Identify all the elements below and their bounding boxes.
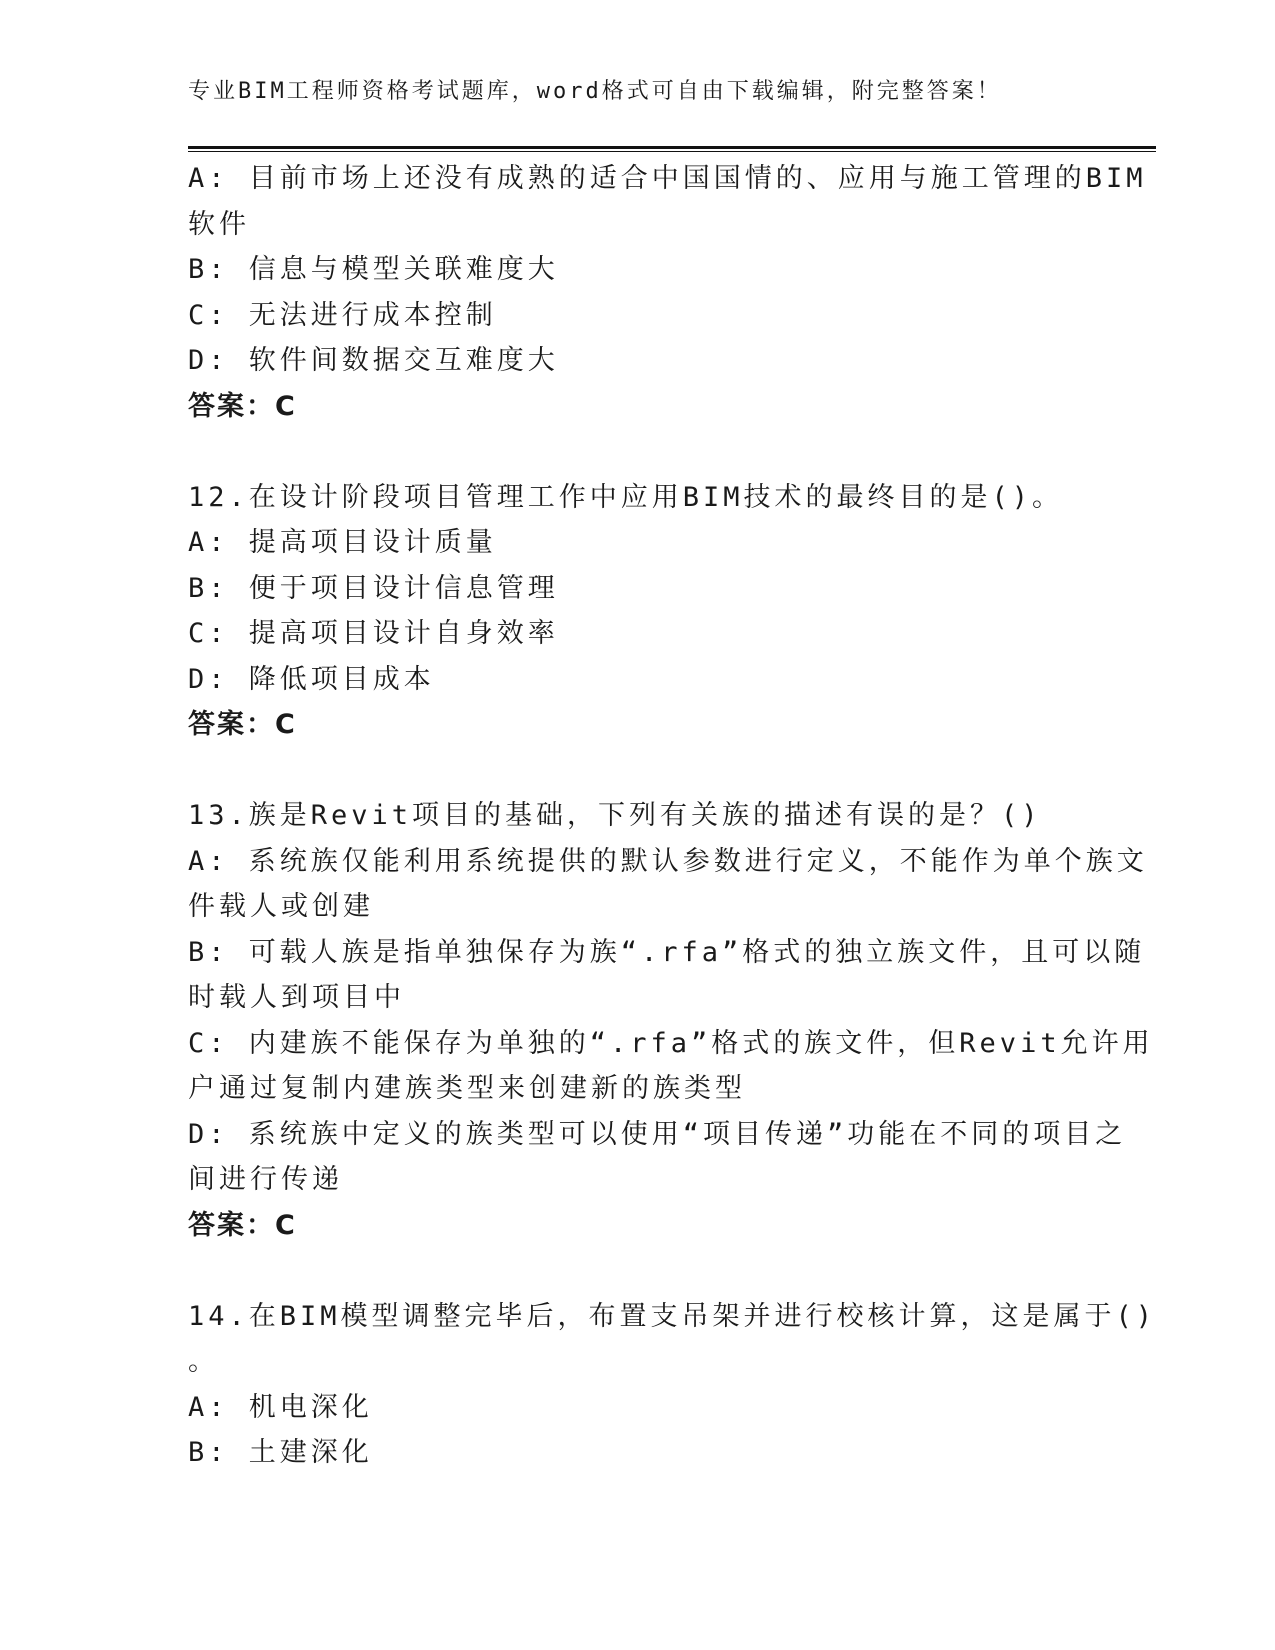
question-text-line-1: 14.在BIM模型调整完毕后，布置支吊架并进行校核计算，这是属于()	[188, 1300, 1157, 1332]
question-text-line-2: 。	[188, 1346, 219, 1377]
answer: 答案：C	[188, 390, 297, 422]
option-d: D: 软件间数据交互难度大	[188, 345, 559, 376]
spacer	[188, 748, 1088, 794]
option-d-line-2: 间进行传递	[188, 1164, 343, 1195]
option-a-line-2: 软件	[188, 208, 250, 240]
option-b: B: 信息与模型关联难度大	[188, 254, 559, 285]
question-text: 12.在设计阶段项目管理工作中应用BIM技术的最终目的是()。	[188, 481, 1064, 513]
option-c-line-2: 户通过复制内建族类型来创建新的族类型	[188, 1073, 746, 1104]
question-13	[188, 793, 1154, 1248]
answer: 答案：C	[188, 709, 297, 740]
option-a-line-2: 件载人或创建	[188, 891, 374, 922]
question-12	[188, 475, 1088, 748]
spacer	[188, 429, 1088, 475]
option-c: C: 提高项目设计自身效率	[188, 618, 559, 649]
option-a: A: 提高项目设计质量	[188, 527, 497, 558]
answer: 答案：C	[188, 1209, 297, 1241]
option-a-line-1: A: 系统族仅能利用系统提供的默认参数进行定义，不能作为单个族文	[188, 845, 1148, 877]
page-header: 专业BIM工程师资格考试题库，word格式可自由下载编辑，附完整答案！	[188, 79, 1002, 104]
question-text: 13.族是Revit项目的基础，下列有关族的描述有误的是？()	[188, 800, 1042, 831]
spacer	[188, 1248, 1088, 1294]
question-11-tail	[188, 156, 1147, 429]
option-b-line-2: 时载人到项目中	[188, 982, 405, 1013]
question-content	[188, 156, 1157, 1476]
option-a: A: 机电深化	[188, 1391, 373, 1423]
header-divider	[188, 146, 1156, 152]
option-a-line-1: A: 目前市场上还没有成熟的适合中国国情的、应用与施工管理的BIM	[188, 163, 1147, 194]
option-b: B: 土建深化	[188, 1437, 373, 1468]
option-d-line-1: D: 系统族中定义的族类型可以使用“项目传递”功能在不同的项目之	[188, 1118, 1127, 1150]
option-c: C: 无法进行成本控制	[188, 299, 497, 331]
question-14	[188, 1294, 1157, 1476]
option-b: B: 便于项目设计信息管理	[188, 572, 559, 604]
option-c-line-1: C: 内建族不能保存为单独的“.rfa”格式的族文件，但Revit允许用	[188, 1027, 1154, 1059]
option-b-line-1: B: 可载人族是指单独保存为族“.rfa”格式的独立族文件，且可以随	[188, 936, 1146, 968]
option-d: D: 降低项目成本	[188, 663, 435, 695]
